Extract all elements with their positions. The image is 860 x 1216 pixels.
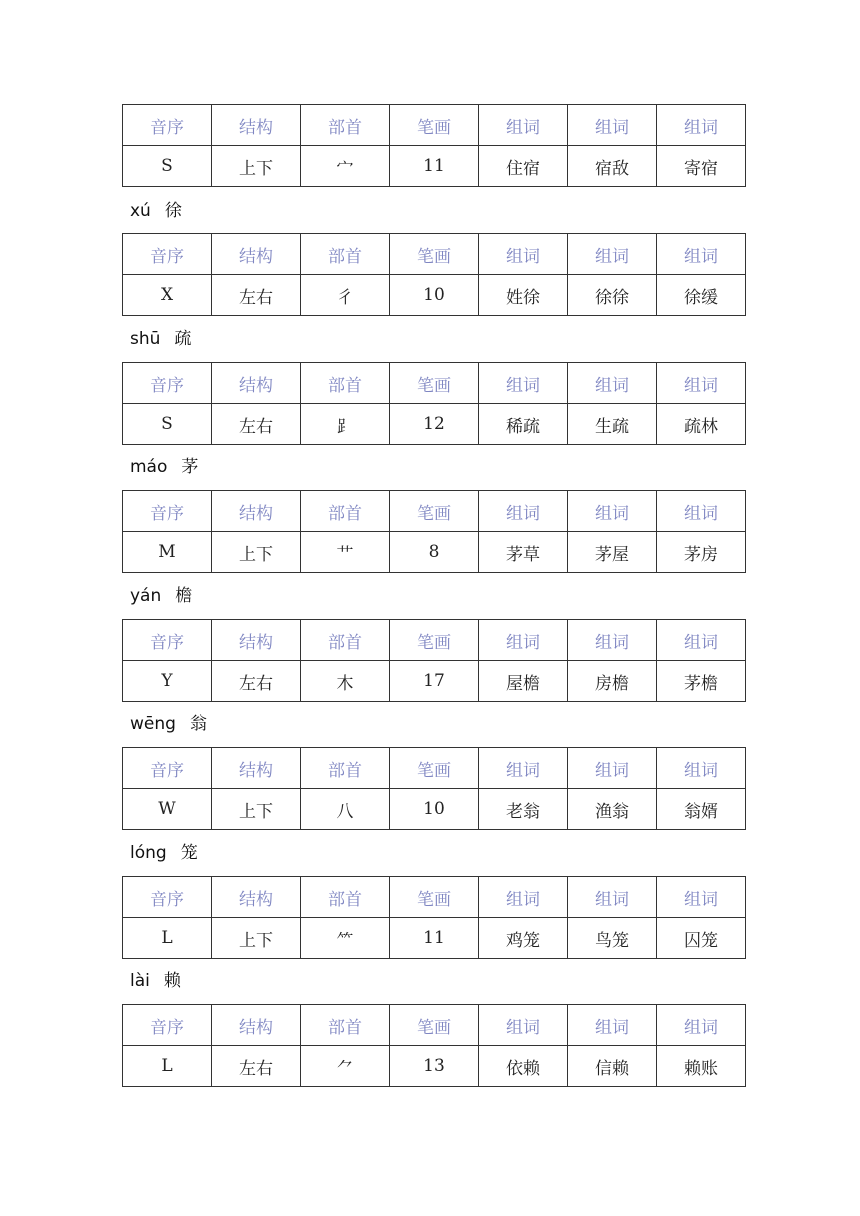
header-cell: 组词	[657, 748, 746, 789]
header-cell: 组词	[657, 491, 746, 532]
value-cell: 屋檐	[479, 661, 568, 702]
value-cell: 翁婿	[657, 789, 746, 830]
value-cell: 上下	[212, 918, 301, 959]
header-cell: 音序	[123, 620, 212, 661]
value-cell: ⺈	[301, 1046, 390, 1087]
character-heading	[130, 324, 191, 354]
header-cell: 组词	[657, 105, 746, 146]
header-cell: 笔画	[390, 363, 479, 404]
header-cell: 结构	[212, 620, 301, 661]
header-cell: 结构	[212, 877, 301, 918]
table-row	[123, 532, 746, 573]
value-cell: 生疏	[568, 404, 657, 445]
value-cell: 左右	[212, 275, 301, 316]
pinyin-label: lài	[130, 971, 150, 991]
header-cell: 结构	[212, 748, 301, 789]
value-cell: W	[123, 789, 212, 830]
value-cell: 寄宿	[657, 146, 746, 187]
value-cell: 左右	[212, 1046, 301, 1087]
header-cell: 部首	[301, 491, 390, 532]
value-cell: 茅房	[657, 532, 746, 573]
value-cell: 11	[390, 146, 479, 187]
header-cell: 组词	[568, 363, 657, 404]
header-cell: 组词	[568, 105, 657, 146]
value-cell: S	[123, 146, 212, 187]
table-header-row	[123, 105, 746, 146]
header-cell: 音序	[123, 877, 212, 918]
value-cell: 左右	[212, 404, 301, 445]
value-cell: 信赖	[568, 1046, 657, 1087]
character-label: 翁	[189, 714, 207, 734]
value-cell: 渔翁	[568, 789, 657, 830]
header-cell: 音序	[123, 363, 212, 404]
header-cell: 部首	[301, 363, 390, 404]
header-cell: 部首	[301, 877, 390, 918]
header-cell: 组词	[568, 234, 657, 275]
value-cell: 宿敌	[568, 146, 657, 187]
value-cell: 10	[390, 275, 479, 316]
value-cell: 11	[390, 918, 479, 959]
value-cell: M	[123, 532, 212, 573]
header-cell: 组词	[568, 877, 657, 918]
table-header-row	[123, 1005, 746, 1046]
table-header-row	[123, 491, 746, 532]
character-label: 徐	[164, 201, 182, 221]
value-cell: S	[123, 404, 212, 445]
header-cell: 组词	[479, 105, 568, 146]
header-cell: 笔画	[390, 748, 479, 789]
value-cell: 8	[390, 532, 479, 573]
character-info-table	[122, 490, 746, 573]
header-cell: 组词	[479, 1005, 568, 1046]
value-cell: 住宿	[479, 146, 568, 187]
header-cell: 结构	[212, 363, 301, 404]
header-cell: 笔画	[390, 491, 479, 532]
table-header-row	[123, 234, 746, 275]
value-cell: ⻊	[301, 404, 390, 445]
header-cell: 笔画	[390, 105, 479, 146]
header-cell: 组词	[657, 620, 746, 661]
header-cell: 笔画	[390, 234, 479, 275]
table-row	[123, 404, 746, 445]
value-cell: 上下	[212, 146, 301, 187]
value-cell: 姓徐	[479, 275, 568, 316]
header-cell: 结构	[212, 491, 301, 532]
header-cell: 组词	[568, 1005, 657, 1046]
table-row	[123, 146, 746, 187]
value-cell: 13	[390, 1046, 479, 1087]
header-cell: 组词	[568, 491, 657, 532]
value-cell: 茅檐	[657, 661, 746, 702]
character-info-table	[122, 233, 746, 316]
header-cell: 结构	[212, 1005, 301, 1046]
character-info-table	[122, 362, 746, 445]
header-cell: 笔画	[390, 1005, 479, 1046]
value-cell: 艹	[301, 532, 390, 573]
header-cell: 组词	[657, 234, 746, 275]
pinyin-label: shū	[130, 329, 161, 349]
header-cell: 部首	[301, 105, 390, 146]
header-cell: 组词	[479, 620, 568, 661]
header-cell: 音序	[123, 234, 212, 275]
header-cell: 组词	[479, 234, 568, 275]
value-cell: 木	[301, 661, 390, 702]
header-cell: 组词	[479, 363, 568, 404]
value-cell: 宀	[301, 146, 390, 187]
pinyin-label: máo	[130, 457, 168, 477]
value-cell: 彳	[301, 275, 390, 316]
value-cell: 茅草	[479, 532, 568, 573]
value-cell: ⺮	[301, 918, 390, 959]
table-row	[123, 789, 746, 830]
value-cell: 赖账	[657, 1046, 746, 1087]
character-heading	[130, 581, 192, 611]
value-cell: X	[123, 275, 212, 316]
character-label: 赖	[163, 971, 181, 991]
header-cell: 部首	[301, 748, 390, 789]
header-cell: 音序	[123, 748, 212, 789]
character-info-table	[122, 876, 746, 959]
table-row	[123, 918, 746, 959]
value-cell: 徐徐	[568, 275, 657, 316]
character-info-table	[122, 104, 746, 187]
header-cell: 笔画	[390, 877, 479, 918]
character-heading	[130, 966, 181, 996]
value-cell: 茅屋	[568, 532, 657, 573]
value-cell: 鸡笼	[479, 918, 568, 959]
value-cell: 上下	[212, 789, 301, 830]
character-heading	[130, 709, 207, 739]
table-header-row	[123, 877, 746, 918]
table-header-row	[123, 748, 746, 789]
header-cell: 部首	[301, 234, 390, 275]
character-info-table	[122, 1004, 746, 1087]
value-cell: 房檐	[568, 661, 657, 702]
header-cell: 组词	[479, 748, 568, 789]
pinyin-label: xú	[130, 201, 151, 221]
header-cell: 音序	[123, 105, 212, 146]
character-label: 笼	[180, 843, 198, 863]
character-label: 疏	[174, 329, 192, 349]
header-cell: 笔画	[390, 620, 479, 661]
value-cell: 徐缓	[657, 275, 746, 316]
value-cell: Y	[123, 661, 212, 702]
character-info-table	[122, 747, 746, 830]
table-header-row	[123, 363, 746, 404]
value-cell: 左右	[212, 661, 301, 702]
value-cell: 12	[390, 404, 479, 445]
value-cell: 老翁	[479, 789, 568, 830]
value-cell: 17	[390, 661, 479, 702]
header-cell: 组词	[657, 1005, 746, 1046]
pinyin-label: yán	[130, 586, 162, 606]
header-cell: 组词	[568, 620, 657, 661]
header-cell: 组词	[657, 877, 746, 918]
value-cell: 上下	[212, 532, 301, 573]
table-row	[123, 1046, 746, 1087]
header-cell: 组词	[479, 877, 568, 918]
value-cell: L	[123, 1046, 212, 1087]
header-cell: 结构	[212, 234, 301, 275]
value-cell: 稀疏	[479, 404, 568, 445]
table-header-row	[123, 620, 746, 661]
value-cell: 依赖	[479, 1046, 568, 1087]
value-cell: 鸟笼	[568, 918, 657, 959]
character-heading	[130, 452, 198, 482]
character-info-table	[122, 619, 746, 702]
header-cell: 组词	[657, 363, 746, 404]
header-cell: 组词	[568, 748, 657, 789]
header-cell: 结构	[212, 105, 301, 146]
table-row	[123, 275, 746, 316]
character-label: 檐	[175, 586, 193, 606]
value-cell: L	[123, 918, 212, 959]
header-cell: 部首	[301, 620, 390, 661]
header-cell: 组词	[479, 491, 568, 532]
value-cell: 八	[301, 789, 390, 830]
value-cell: 疏林	[657, 404, 746, 445]
character-label: 茅	[181, 457, 199, 477]
pinyin-label: lóng	[130, 843, 167, 863]
pinyin-label: wēng	[130, 714, 176, 734]
header-cell: 部首	[301, 1005, 390, 1046]
header-cell: 音序	[123, 1005, 212, 1046]
table-row	[123, 661, 746, 702]
character-heading	[130, 196, 182, 226]
character-heading	[130, 838, 198, 868]
header-cell: 音序	[123, 491, 212, 532]
value-cell: 囚笼	[657, 918, 746, 959]
value-cell: 10	[390, 789, 479, 830]
